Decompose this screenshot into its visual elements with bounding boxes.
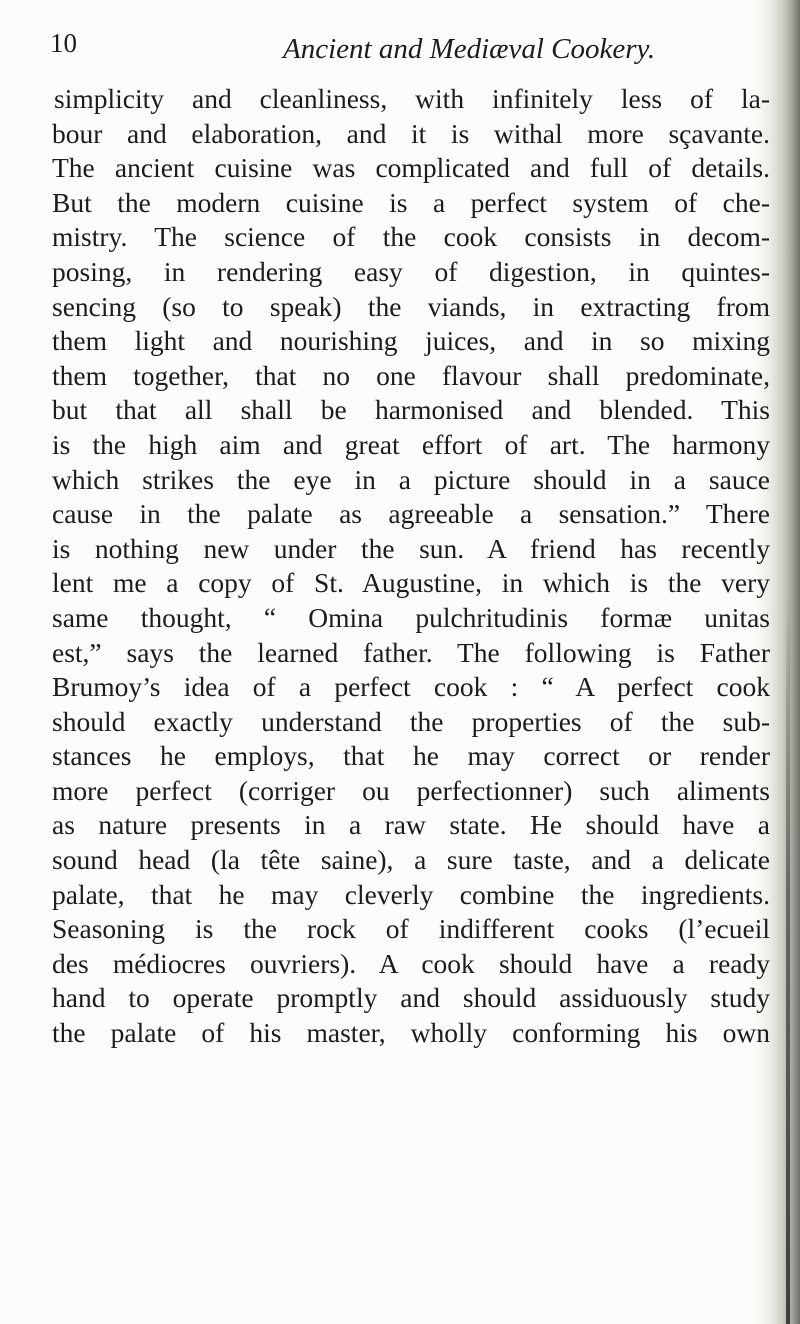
text-line: sencing (so to speak) the viands, in extracting from [52, 290, 770, 322]
text-line: des médiocres ouvriers). A cook should have a ready [52, 947, 770, 979]
text-line: stances he employs, that he may correct or render [52, 740, 770, 772]
text-line: The ancient cuisine was complicated and full of details. [52, 152, 770, 184]
text-line: more perfect (corriger ou perfectionner) such aliments [52, 774, 770, 806]
text-line: which strikes the eye in a picture should in a sauce [52, 463, 770, 495]
binding-shadow [786, 600, 790, 1324]
text-line: but that all shall be harmonised and blended. This [52, 394, 770, 426]
text-line: palate, that he may cleverly combine the ingredients. [52, 878, 770, 910]
text-line: them light and nourishing juices, and in so mixing [52, 325, 770, 357]
text-line: est,” says the learned father. The following is Father [52, 636, 770, 668]
text-line: them together, that no one flavour shall predominate, [52, 359, 770, 391]
page-number: 10 [50, 28, 77, 58]
text-line: Brumoy’s idea of a perfect cook : “ A perfect cook [52, 671, 770, 703]
text-line: simplicity and cleanliness, with infinitely less of la- [54, 83, 770, 114]
text-line: same thought, “ Omina pulchritudinis formæ unitas [52, 601, 770, 633]
body-text [52, 82, 770, 1051]
running-title: Ancient and Mediæval Cookery. [283, 33, 656, 65]
text-line: mistry. The science of the cook consists in decom- [52, 221, 770, 253]
text-line: posing, in rendering easy of digestion, in quintes- [52, 255, 770, 287]
text-line: lent me a copy of St. Augustine, in which is the very [52, 567, 770, 599]
text-line: as nature presents in a raw state. He should have a [52, 809, 770, 841]
text-line: should exactly understand the properties of the sub- [52, 705, 770, 737]
text-line: the palate of his master, wholly conforming his own [52, 1017, 770, 1049]
text-line: Seasoning is the rock of indifferent cooks (l’ecueil [52, 913, 770, 945]
text-line: sound head (la tête saine), a sure taste, and a delicate [52, 844, 770, 876]
running-head [50, 20, 740, 70]
text-line: is the high aim and great effort of art. The harmony [52, 428, 770, 460]
text-line: But the modern cuisine is a perfect system of che- [52, 186, 770, 218]
text-line: is nothing new under the sun. A friend has recently [52, 532, 770, 564]
text-line: hand to operate promptly and should assiduously study [52, 982, 770, 1014]
text-line: bour and elaboration, and it is withal more sçavante. [52, 117, 770, 149]
text-line: cause in the palate as agreeable a sensation.” There [52, 498, 770, 530]
